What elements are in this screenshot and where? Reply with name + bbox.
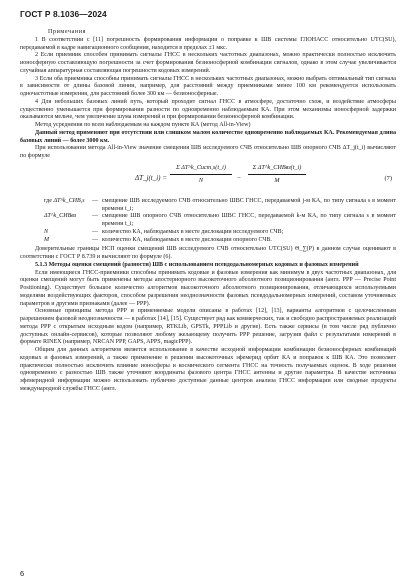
document-body [20,28,396,394]
document-number: ГОСТ Р 8.1036—2024 [20,9,107,19]
formula-numerator-1: Σ ΔT^k_Сист,s(t_i) [170,164,232,175]
paragraph: Доверительные границы НСП оценки смещений ШВ исследуемого СЧВ относительно UTC(SU) Θ_∑(P) в данном случае оценивают в соответствии с ГОСТ Р 8.739 и вычисляют по формуле (6). [20,246,396,260]
paragraph: При использовании метода All-in-View значение смещения ШВ исследуемого СЧВ относительно ШВ опорного СЧВ ΔT_j(t_i) вычисляют по формуле [20,145,396,159]
definition-row: ΔT^k_СИВвз — смещение ШВ опорного СЧВ относительно ШВС ГНСС, передаваемой k-м КА, по типу сигнала s в момент времени t_i; [20,213,396,229]
formula-minus: − [237,173,241,182]
method-heading: Метод усреднения по всем наблюдаемым на каждом пункте КА (метод All-in-View) [35,122,251,128]
definition-row: N — количество КА, наблюдаемых в месте дислокации исследуемого СЧВ; [20,229,396,237]
section-heading: 5.1.3 Методы оценки смещений (разности) ШВ с использованием псевдодальномерных кодовых и фазовых измерений [35,261,359,268]
formula-denominator-1: N [198,176,204,184]
definition-text: смещение ШВ опорного СЧВ относительно ШВС ГНСС, передаваемой k-м КА, по типу сигнала s в момент времени t_i; [102,213,396,227]
formula-denominator-2: M [274,176,280,184]
formula-7 [20,163,396,195]
formula-number: (7) [384,174,392,182]
definition-symbol: ΔT^k_СИВвз [44,213,77,220]
note-item: 1 В соответствии с [11] погрешность формирования информации о поправке к ШВ системы ГЛОНАСС относительно UTC(SU), передаваемой в кадре навигационного сообщения, находится в пределах ±1 мкс. [20,36,396,51]
paragraph: Общим для данных алгоритмов является использование в качестве исходной информации комбинации безионосферных комбинаций кодовых и фазовых измерений, а также применение в решении высокоточных эфемерид орбит КА и поправок к ШВ КА. Это позволяет практически полностью исключить влияние ионосферы и космического сегмента ГНСС на точность получаемых оценок. В ходе решения одновременно с разностью ШВ также уточняют координаты фазового центра ГНСС антенны и другие параметры. В качестве источника эфемеридной информации можно использовать публично доступные данные центров анализа ГНСС информации или сводные продукты международной службы ГНСС (англ. [20,347,396,392]
paragraph: Данный метод применяют при отсутствии или слишком малом количестве одновременно наблюдаемых КА. Рекомендуемая длина базовых линий — более 3000 км. [20,129,396,144]
formula-lhs: ΔT_j(t_i) = [135,173,167,182]
definition-text: смещение ШВ исследуемого СЧВ относительно ШВС ГНСС, передаваемой j-м КА, по типу сигнала s в момент времени t_i; [102,197,396,212]
note-item: 4 Для небольших базовых линий путь, который проходит сигнал ГНСС в атмосфере, достаточно схож, и воздействие атмосферы существенно уменьшается при формировании разности по одновременно наблюдаемым КА. При этом механизмы ионосферной задержки оказываются мельче, чем увеличение шума измерений и при формировании безионосферной комбинации. [20,98,396,121]
definition-text: количество КА, наблюдаемых в месте дислокации исследуемого СЧВ; [102,228,284,235]
formula-numerator-2: Σ ΔT^k_СИВвз(t_i) [248,164,306,175]
definition-symbol: M [44,236,50,243]
note-item: 2 Если приемник способен принимать сигналы ГНСС в нескольких частотных диапазонах, можно практически полностью исключить ионосферную составляющую погрешности за счет формирования безионосферной комбинации сигналов, однако в этом случае увеличивается случайная аппаратурная составляющая погрешности кодовых измерений. [20,52,396,74]
definition-row: где ΔT^k_СИВ,s — смещение ШВ исследуемого СЧВ относительно ШВС ГНСС, передаваемой j-м КА, по типу сигнала s в момент времени t_i; [20,198,396,214]
paragraph: Если имеющиеся ГНСС-приемники способны принимать кодовые и фазовые измерения как минимум в двух частотных диапазонах, для оценки смещений могут быть применены методы апостериорного высокоточного абсолютного позиционирования (англ. PPP — Precise Point Positioning). Существует большое количество алгоритмов высокоточного абсолютного позиционирования, отличающихся используемыми моделями воздействующих факторов, способом разрешения неоднозначности фазовых псевдодальномерных измерений, составом уточняемых параметров и другими признаками (далее — PPP). [20,269,396,307]
note-item: 3 Если оба приемника способны принимать сигналы ГНСС в нескольких частотных диапазонах, можно выбрать оптимальный тип сигнала в зависимости от длины базовой линии, например, для расстояний между приемниками менее 100 км рекомендуется использовать одночастотные измерения, для расстояний более 300 км — безионосферные. [20,75,396,97]
formula-definitions [20,198,396,245]
definition-symbol: где ΔT^k_СИВ,s [44,197,85,204]
page-number: 6 [20,569,25,578]
formula-fraction-2 [248,164,306,185]
notes-title: Примечания [48,29,86,35]
formula-fraction-1 [170,164,232,185]
paragraph: Основные принципы метода PPP и применяемые модели описаны в работах [12], [13], варианты алгоритмов с целочисленным разрешением фазовой неоднозначности — в работах [14], [15]. Существует ряд как коммерческих, так и свободно распространяемых реализаций метода PPP с открытым исходным кодом (например, RTKLib, GPSTk, PPPLib и другие). Есть также сервисы (в том числе ряд публично доступных онлайн-сервисов), которые позволяют любому желающему получить PPP решение, загрузив файл с результатами измерений в формате RINEX (например, NRCAN PPP, GAPS, APPS, magicPPP). [20,308,396,346]
definition-text: количество КА, наблюдаемых в месте дислокации опорного СЧВ. [102,236,272,243]
definition-row: M — количество КА, наблюдаемых в месте дислокации опорного СЧВ. [20,237,396,245]
definition-symbol: N [44,228,49,235]
